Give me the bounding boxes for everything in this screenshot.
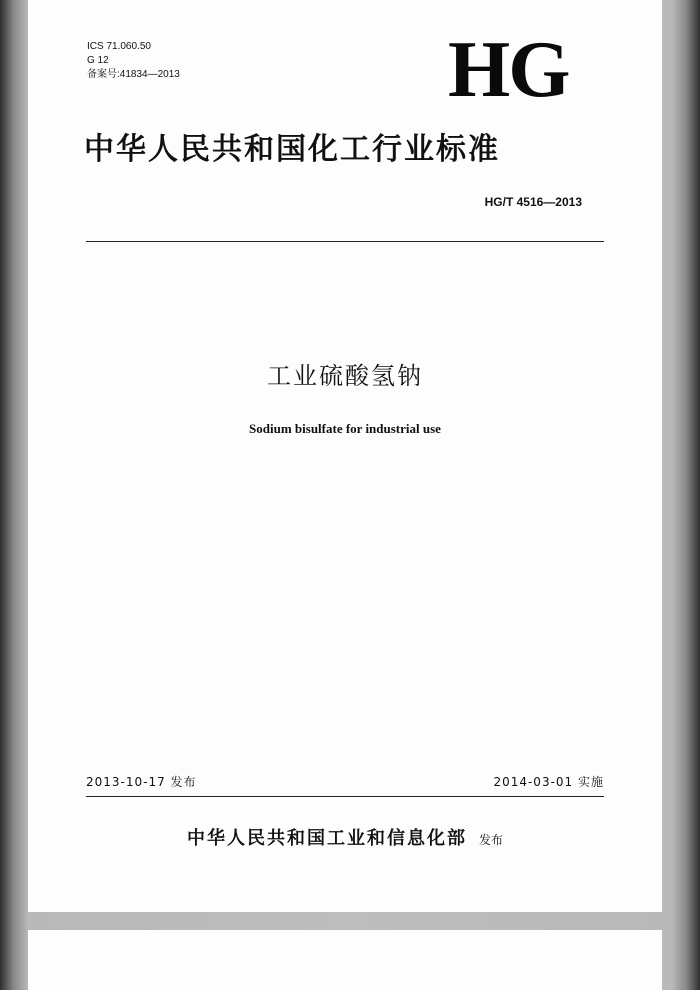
record-number: 备案号:41834—2013 — [87, 69, 180, 80]
next-page — [28, 930, 662, 990]
publisher-name: 中华人民共和国工业和信息化部 — [186, 828, 467, 849]
top-divider — [86, 241, 604, 242]
implementation-date: 2014-03-01 实施 — [493, 775, 604, 789]
publisher-line — [28, 824, 662, 850]
standard-title: 中华人民共和国化工行业标准 — [84, 132, 500, 167]
document-title-en: Sodium bisulfate for industrial use — [249, 421, 441, 436]
standard-code: HG/T 4516—2013 — [484, 195, 582, 209]
classification-block — [87, 40, 180, 82]
document-title-cn: 工业硫酸氢钠 — [267, 362, 423, 390]
class-code: G 12 — [87, 55, 109, 66]
publisher-verb: 发布 — [478, 833, 503, 847]
bottom-divider — [86, 796, 604, 797]
document-page — [28, 0, 662, 912]
issue-date: 2013-10-17 发布 — [86, 775, 197, 789]
ics-code: ICS 71.060.50 — [87, 41, 151, 52]
hg-logo: HG — [448, 26, 569, 114]
